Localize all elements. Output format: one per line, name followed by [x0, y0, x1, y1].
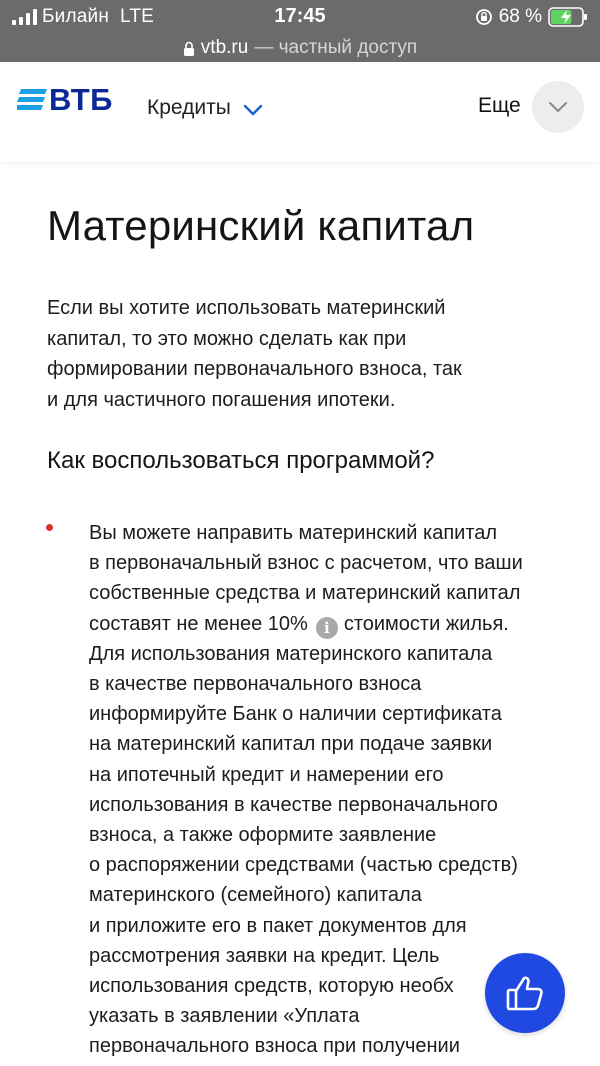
vtb-logo-stripes-icon: [17, 87, 47, 113]
list-item-line: Для использования материнского капитала: [89, 642, 493, 665]
url-suffix: — частный доступ: [254, 37, 418, 58]
bullet-marker: [46, 524, 53, 531]
section-heading: Как воспользоваться программой?: [47, 447, 435, 474]
chevron-down-icon: [548, 101, 568, 113]
list-item-line: взноса, а также оформите заявление: [89, 824, 437, 847]
list-item-line: указать в заявлении «Уплата: [89, 1005, 360, 1028]
more-label[interactable]: Еще: [478, 94, 521, 117]
site-header: [0, 62, 600, 162]
intro-line: капитал, то это можно сделать как при: [47, 327, 407, 350]
list-item-line: рассмотрения заявки на кредит. Цель: [89, 944, 440, 967]
list-item-line: на материнский капитал при подаче заявки: [89, 733, 493, 756]
like-button[interactable]: [485, 953, 565, 1033]
list-item-line: использования в качестве первоначального: [89, 793, 498, 816]
list-item-line: в качестве первоначального взноса: [89, 673, 422, 696]
status-bar: [0, 0, 600, 34]
battery-percent: 68 %: [498, 6, 542, 27]
network-type: LTE: [120, 6, 155, 27]
thumbs-up-icon: [504, 972, 546, 1014]
list-item-line: на ипотечный кредит и намерении его: [89, 763, 444, 786]
orientation-lock-icon: [475, 8, 493, 26]
info-icon[interactable]: i: [316, 617, 338, 639]
intro-paragraph: [47, 293, 547, 415]
vtb-logo[interactable]: [17, 82, 113, 118]
list-item-line: и приложите его в пакет документов для: [89, 914, 467, 937]
list-item-line: составят не менее 10%: [89, 612, 308, 635]
chevron-down-icon: [243, 104, 263, 116]
list-item-line: о распоряжении средствами (частью средств): [89, 854, 518, 877]
list-item-line: стоимости жилья.: [343, 612, 509, 635]
credits-label: Кредиты: [147, 96, 231, 119]
credits-dropdown[interactable]: [147, 96, 263, 120]
page-title: Материнский капитал: [47, 202, 475, 249]
padlock-icon: [183, 41, 195, 56]
list-item-line: собственные средства и материнский капитал: [89, 582, 521, 605]
address-bar[interactable]: [0, 34, 600, 62]
intro-line: формировании первоначального взноса, так: [47, 358, 462, 380]
intro-line: Если вы хотите использовать материнский: [47, 297, 446, 319]
list-item-line: информируйте Банк о наличии сертификата: [89, 703, 502, 726]
list-item-line: использования средств, которую необх: [89, 975, 454, 998]
list-item-line: первоначального взноса при получении: [89, 1035, 460, 1058]
list-item-line: Вы можете направить материнский капитал: [89, 522, 498, 544]
list-item-line: материнского (семейного) капитала: [89, 884, 422, 907]
carrier-name: Билайн: [42, 6, 110, 27]
list-item-line: в первоначальный взнос с расчетом, что ваши: [89, 552, 523, 575]
status-time: 17:45: [274, 5, 326, 27]
more-button[interactable]: [532, 81, 584, 133]
battery-icon: [548, 7, 588, 27]
intro-line: и для частичного погашения ипотеки.: [47, 388, 396, 411]
url-host: vtb.ru: [200, 37, 249, 58]
logo-text: ВТБ: [49, 82, 113, 117]
